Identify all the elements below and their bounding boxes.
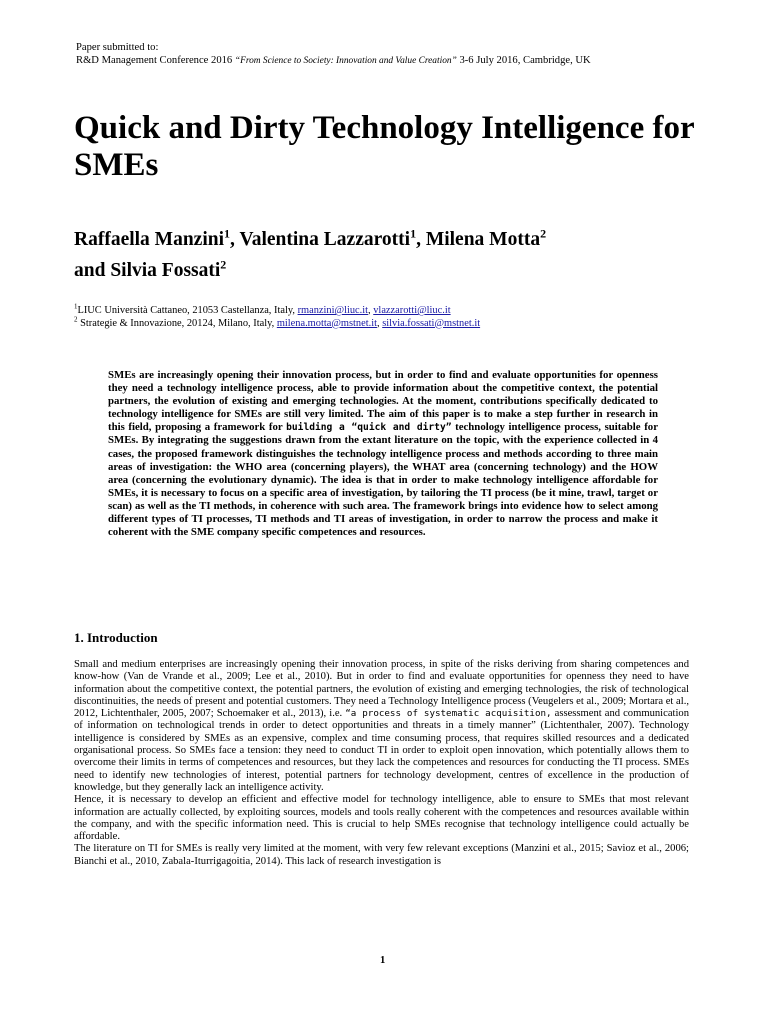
header-conference-suffix: 3-6 July 2016, Cambridge, UK	[456, 55, 591, 66]
affiliations	[74, 302, 714, 330]
affiliation-text: Strategie & Innovazione, 20124, Milano, Italy,	[77, 317, 277, 329]
affiliation-mark: 1	[74, 302, 78, 311]
header-line-2	[76, 54, 591, 68]
affiliation-text: LIUC Università Cattaneo, 21053 Castellanza, Italy,	[77, 305, 298, 316]
affiliation-mark: 2	[74, 315, 78, 324]
abstract-text-part-1: SMEs are increasingly opening their innovation process, but in order to find and evaluate opportunities for openness they need a technology intelligence process, able to provide information about the competitive context, the potential partners, the evolution of existing and emerging technologies. At the moment, contributions specifically dedicated to technology intelligence for SMEs are still very limited. The aim of this paper is to make a step further in research in this field, proposing a framework for	[108, 369, 658, 434]
affiliation-line	[74, 315, 714, 331]
author-list	[74, 224, 714, 286]
body-text-span: assessment and communication of information on technological trends in order to detect opportunities and threats in a timely manner” (Lichtenthaler, 2007). Technology intelligence is considered by SMEs as an expensive, complex and time consuming process, that requires skilled resources and a dedicated organisational process. So SMEs face a tension: they need to conduct TI in order to exploit open innovation, which potentially allows them to overcome their limits in terms of competences and resources, but they lack the competences and resources for conducting the TI process. SMEs need to identify new technologies of interest, potential partners for technology development, centres of excellence in the production of knowledge, but they generally lack an intelligence activity.	[74, 708, 690, 793]
author-name: and Silvia Fossati	[74, 260, 221, 281]
author-name: Milena Motta	[425, 229, 541, 250]
author-affiliation-mark: 1	[224, 226, 231, 241]
abstract-text-part-2: technology intelligence process, suitable for SMEs. By integrating the suggestions drawn from the extant literature on the topic, with the experience collected in 4 cases, the proposed framework distinguishes the technology intelligence process and methods according to three main areas of investigation: the WHO area (concerning players), the WHAT area (concerning technology) and the HOW area (concerning the evolutionary dynamic). The idea is that in order to make technology intelligence affordable for SMEs, it is necessary to focus on a specific area of investigation, by tailoring the TI process (be it mine, trawl, target or scan) as well as the TI methods, in coherence with such area. The framework brings into evidence how to select among different types of TI processes, TI methods and TI areas of investigation, in order to narrow the process and make it coherent with the SME company specific competences and resources.	[108, 421, 658, 539]
email-link[interactable]: silvia.fossati@mstnet.it	[382, 317, 481, 329]
author-name: Valentina Lazzarotti	[239, 229, 411, 250]
author-affiliation-mark: 2	[540, 226, 547, 241]
author-name: Raffaella Manzini	[74, 229, 225, 250]
author-separator: ,	[230, 229, 240, 250]
submission-header	[76, 41, 591, 68]
body-paragraph: Hence, it is necessary to develop an efficient and effective model for technology intelligence, able to ensure to SMEs that most relevant information are actually collected, by exploiting sources, models and tools really coherent with the competences and resources available within the company, and with the specific information need. This is crucial to help SMEs recognise that technology intelligence could actually be affordable.	[74, 794, 689, 843]
page-number: 1	[380, 955, 386, 966]
header-line-1: Paper submitted to:	[76, 42, 159, 53]
author-separator: ,	[416, 229, 426, 250]
body-text-span: Small and medium enterprises are increasingly opening their innovation process, in spite of the risks deriving from sharing competences and know-how (Van de Vrande et al., 2009; Lee et al., 2010). But in order to find and evaluate opportunities for openness they need to have information about the competitive context, the potential partners, the evolution of existing and emerging technologies, the risk of technological discontinuities, the needs of present and potential customers. They need a Technology Intelligence process (Veugelers et al., 2009; Mortara et al., 2012, Lichtenthaler, 2005, 2007; Schoemaker et al., 2013), i.e.	[74, 659, 689, 720]
body-paragraph: The literature on TI for SMEs is really very limited at the moment, with very few relevant exceptions (Manzini et al., 2015; Savioz et al., 2006; Bianchi et al., 2010, Zabala-Iturrigagoitia, 2014). This lack of research investigation is	[74, 843, 689, 867]
email-link[interactable]: milena.motta@mstnet.it	[276, 317, 377, 329]
abstract-highlight: building a “quick and dirty”	[286, 422, 452, 434]
affiliation-line	[74, 302, 714, 318]
email-link[interactable]: rmanzini@liuc.it	[297, 305, 369, 316]
email-link[interactable]: vlazzarotti@liuc.it	[373, 305, 451, 316]
author-affiliation-mark: 1	[410, 226, 417, 241]
body-paragraph	[74, 659, 689, 794]
paper-title: Quick and Dirty Technology Intelligence for SMEs	[74, 110, 695, 183]
email-separator: ,	[368, 305, 374, 316]
introduction-body	[74, 659, 689, 868]
header-conference-prefix: R&D Management Conference 2016	[76, 55, 235, 66]
body-quote: “a process of systematic acquisition,	[345, 708, 552, 720]
section-heading-introduction: 1. Introduction	[74, 630, 158, 645]
email-separator: ,	[377, 317, 383, 329]
abstract	[108, 369, 658, 539]
header-conference-title: “From Science to Society: Innovation and Value Creation”	[234, 56, 457, 66]
author-affiliation-mark: 2	[220, 257, 227, 272]
